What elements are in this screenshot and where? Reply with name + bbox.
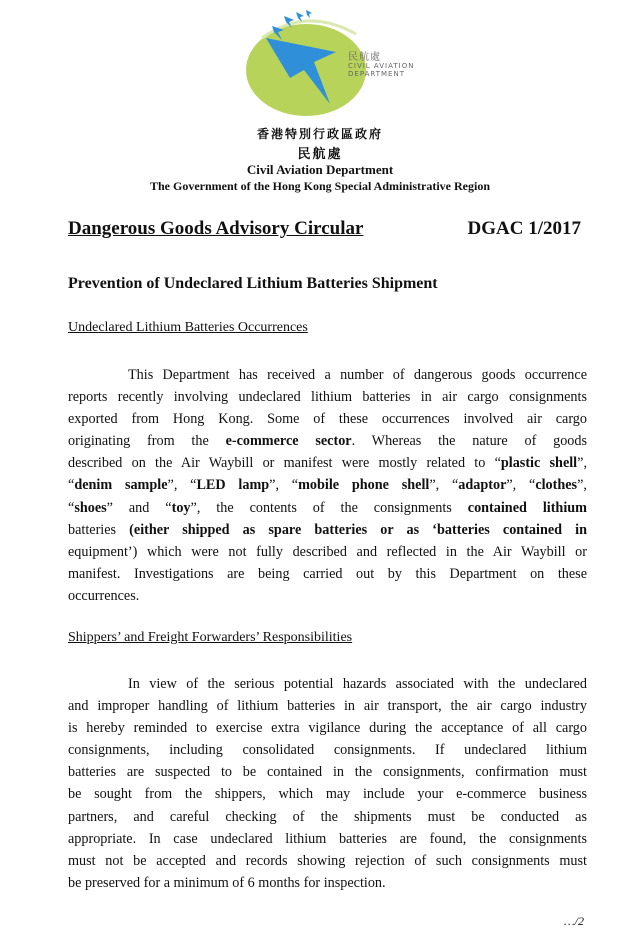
government-name-zh: 香港特別行政區政府 xyxy=(256,127,383,141)
cad-logo xyxy=(244,8,444,126)
paragraph-line xyxy=(68,364,587,386)
emphasized-text: clothes xyxy=(535,477,578,494)
logo-text-zh: 民航處 xyxy=(348,52,381,63)
paragraph-line: be sought from the shippers, which may include your e-commerce business xyxy=(68,786,587,803)
paragraph-line: appropriate. In case undeclared lithium batteries are found, the consignments xyxy=(68,830,587,847)
body-text: ”, “ xyxy=(167,477,197,494)
logo-text-en-1: CIVIL AVIATION xyxy=(348,62,415,70)
body-text: originating from the xyxy=(68,433,226,450)
body-text: ”, xyxy=(577,477,587,494)
paragraph-line: is hereby reminded to exercise extra vigilance during the acceptance of all cargo xyxy=(68,720,587,737)
emphasized-text: toy xyxy=(171,499,191,516)
logo-text-en-2: DEPARTMENT xyxy=(348,69,405,78)
paragraph-line xyxy=(68,585,587,607)
paragraph-line xyxy=(68,408,587,430)
paragraph-line: batteries are suspected to be contained in the consignments, confirmation must xyxy=(68,764,587,781)
emphasized-text: shoes xyxy=(74,499,107,516)
body-text: described on the Air Waybill or manifest were mostly related to “ xyxy=(68,455,501,472)
body-text: ”, “ xyxy=(506,477,536,494)
paragraph-line xyxy=(68,430,587,452)
paragraph-line: consignments, including consolidated consignments. If undeclared lithium xyxy=(68,742,587,759)
emphasized-text: adaptor xyxy=(458,477,507,494)
section-heading-responsibilities: Shippers’ and Freight Forwarders’ Responsibilities xyxy=(68,630,353,645)
circular-reference: DGAC 1/2017 xyxy=(467,218,581,239)
body-text: . Whereas the nature of goods xyxy=(351,433,587,450)
body-text: occurrences. xyxy=(68,587,140,604)
paragraph-occurrences xyxy=(68,364,587,607)
body-text: reports recently involving undeclared lithium batteries in air cargo consignments xyxy=(68,389,587,406)
body-text: ”, “ xyxy=(429,477,459,494)
body-text: “ xyxy=(68,477,75,494)
emphasized-text: (either shipped as spare batteries or as ‘batteries contained in xyxy=(116,521,587,538)
paragraph-line xyxy=(68,452,587,474)
emphasized-text: mobile phone shell xyxy=(298,477,430,494)
government-name-en: The Government of the Hong Kong Special Administrative Region xyxy=(150,179,490,193)
emphasized-text: LED lamp xyxy=(196,477,270,494)
circular-title xyxy=(68,218,581,240)
paragraph-line xyxy=(68,497,587,519)
document-title: Prevention of Undeclared Lithium Batteries Shipment xyxy=(68,275,438,292)
body-text: ”, “ xyxy=(269,477,299,494)
emphasized-text: contained lithium xyxy=(467,499,587,516)
section-heading-occurrences: Undeclared Lithium Batteries Occurrences xyxy=(68,320,308,335)
paragraph-responsibilities xyxy=(68,673,587,894)
paragraph-line: must not be accepted and records showing rejection of such consignments must xyxy=(68,852,587,869)
paragraph-line xyxy=(68,474,587,496)
paragraph-line: partners, and careful checking of the shipments must be conducted as xyxy=(68,808,587,825)
page-continuation: …/2 xyxy=(563,914,584,928)
body-text: equipment’) which were not fully described and reflected in the Air Waybill or xyxy=(68,543,587,560)
paragraph-line xyxy=(68,386,587,408)
emphasized-text: plastic shell xyxy=(500,455,578,472)
body-text: ”, xyxy=(577,455,587,472)
body-text: ”, the contents of the consignments xyxy=(190,499,468,516)
paragraph-line xyxy=(68,563,587,585)
paragraph-line: In view of the serious potential hazards associated with the undeclared xyxy=(128,676,587,692)
circular-label: Dangerous Goods Advisory Circular xyxy=(68,218,364,239)
body-text: “ xyxy=(68,499,75,516)
body-text: exported from Hong Kong. Some of these occurrences involved air cargo xyxy=(68,411,587,428)
department-name-zh: 民航處 xyxy=(297,146,343,161)
logo-wordmark xyxy=(348,52,414,78)
body-text: ” and “ xyxy=(106,499,172,516)
emphasized-text: denim sample xyxy=(74,477,168,494)
paragraph-line xyxy=(68,541,587,563)
paragraph-line xyxy=(68,519,587,541)
paragraph-line: and improper handling of lithium batteries in air transport, the air cargo industry xyxy=(68,698,587,715)
paragraph-line: be preserved for a minimum of 6 months for inspection. xyxy=(68,874,386,891)
department-name-en: Civil Aviation Department xyxy=(246,162,394,177)
body-text: This Department has received a number of dangerous goods occurrence xyxy=(128,367,587,383)
emphasized-text: e-commerce sector xyxy=(225,433,352,450)
body-text: manifest. Investigations are being carried out by this Department on these xyxy=(68,565,587,582)
body-text: batteries xyxy=(68,521,117,538)
